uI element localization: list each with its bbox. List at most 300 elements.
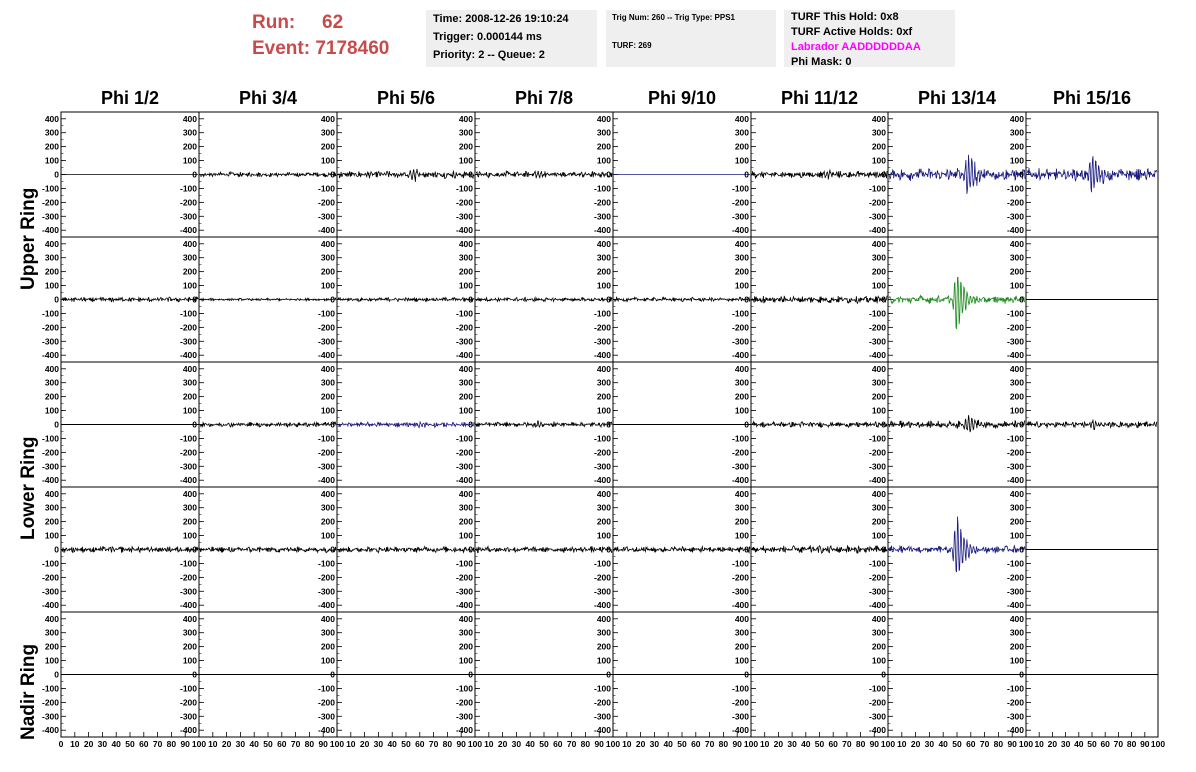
y-tick-label: -300 xyxy=(317,586,335,597)
x-tick-label: 100 xyxy=(1018,739,1034,749)
y-tick-label: 300 xyxy=(458,127,473,138)
y-tick-label: 200 xyxy=(871,516,886,527)
y-tick-label: -200 xyxy=(731,697,749,708)
upper-ring-label: Upper Ring xyxy=(18,187,39,290)
y-tick-label: 200 xyxy=(596,266,611,277)
y-tick-label: 300 xyxy=(1009,627,1024,638)
y-tick-label: 200 xyxy=(458,266,473,277)
y-tick-label: -100 xyxy=(593,183,611,194)
y-tick-label: -400 xyxy=(731,725,749,736)
x-tick-label: 100 xyxy=(743,739,759,749)
y-tick-label: -100 xyxy=(593,433,611,444)
y-tick-label: 200 xyxy=(596,516,611,527)
y-tick-label: -300 xyxy=(1006,211,1024,222)
y-tick-label: 400 xyxy=(734,363,749,374)
x-tick-label: 50 xyxy=(952,739,962,749)
y-tick-label: 400 xyxy=(44,613,59,624)
y-tick-label: 100 xyxy=(596,655,611,666)
x-tick-label: 100 xyxy=(191,739,207,749)
phi-header: Phi 13/14 xyxy=(917,88,997,108)
x-tick-label: 30 xyxy=(511,739,522,749)
y-tick-label: -200 xyxy=(455,697,473,708)
y-tick-label: -300 xyxy=(593,586,611,597)
y-tick-label: -300 xyxy=(1006,711,1024,722)
y-tick-label: -300 xyxy=(41,211,59,222)
y-tick-label: -200 xyxy=(317,447,335,458)
y-tick-label: -300 xyxy=(455,586,473,597)
x-tick-label: 70 xyxy=(1113,739,1124,749)
y-tick-label: -300 xyxy=(868,461,886,472)
y-tick-label: 300 xyxy=(871,502,886,513)
y-tick-label: 200 xyxy=(871,141,886,152)
y-tick-label: 100 xyxy=(596,405,611,416)
x-tick-label: 60 xyxy=(415,739,425,749)
y-tick-label: 100 xyxy=(182,655,197,666)
x-tick-label: 40 xyxy=(387,739,397,749)
y-tick-label: -300 xyxy=(1006,461,1024,472)
waveform-trace xyxy=(338,169,474,182)
y-tick-label: 200 xyxy=(734,391,749,402)
y-tick-label: -300 xyxy=(179,711,197,722)
x-tick-label: 60 xyxy=(828,739,838,749)
run-value: 62 xyxy=(322,12,344,33)
y-tick-label: 300 xyxy=(182,377,197,388)
y-tick-label: -300 xyxy=(455,211,473,222)
y-tick-label: 100 xyxy=(182,280,197,291)
y-tick-label: 300 xyxy=(871,252,886,263)
y-tick-label: -400 xyxy=(41,475,59,486)
y-tick-label: 0 xyxy=(881,294,886,305)
y-tick-label: 0 xyxy=(881,669,886,680)
x-tick-label: 10 xyxy=(484,739,494,749)
y-tick-label: 300 xyxy=(734,627,749,638)
y-tick-label: -400 xyxy=(1006,225,1024,236)
x-tick-label: 30 xyxy=(1060,739,1071,749)
waveform-trace xyxy=(889,517,1025,573)
y-tick-label: 400 xyxy=(44,113,59,124)
y-tick-label: -300 xyxy=(1006,336,1024,347)
y-tick-label: -400 xyxy=(179,725,197,736)
y-tick-label: 200 xyxy=(734,266,749,277)
y-tick-label: -100 xyxy=(731,558,749,569)
y-tick-label: 100 xyxy=(182,405,197,416)
y-tick-label: 200 xyxy=(320,266,335,277)
y-tick-label: 200 xyxy=(596,391,611,402)
y-tick-label: -300 xyxy=(731,211,749,222)
waveform-trace xyxy=(200,172,336,177)
y-tick-label: 300 xyxy=(182,502,197,513)
y-tick-label: -200 xyxy=(179,322,197,333)
x-tick-label: 10 xyxy=(897,739,907,749)
y-tick-label: 400 xyxy=(182,363,197,374)
y-tick-label: -100 xyxy=(179,683,197,694)
x-tick-label: 20 xyxy=(635,739,646,749)
y-tick-label: 400 xyxy=(182,488,197,499)
y-tick-label: 0 xyxy=(54,169,59,180)
x-tick-label: 40 xyxy=(1074,739,1084,749)
waveform-trace xyxy=(338,419,474,430)
y-tick-label: -100 xyxy=(455,308,473,319)
y-tick-label: -400 xyxy=(455,475,473,486)
y-tick-label: -400 xyxy=(593,725,611,736)
y-tick-label: 0 xyxy=(881,544,886,555)
waveform-trace xyxy=(889,415,1025,432)
y-tick-label: 300 xyxy=(734,252,749,263)
y-tick-label: 400 xyxy=(182,613,197,624)
y-tick-label: 0 xyxy=(330,294,335,305)
waveform-trace xyxy=(476,171,612,178)
y-tick-label: 300 xyxy=(182,627,197,638)
y-tick-label: -100 xyxy=(731,308,749,319)
nadir-ring-label: Nadir Ring xyxy=(18,643,39,740)
y-tick-label: -100 xyxy=(868,308,886,319)
y-tick-label: -300 xyxy=(868,711,886,722)
y-tick-label: -100 xyxy=(317,308,335,319)
y-tick-label: 100 xyxy=(44,530,59,541)
x-tick-label: 50 xyxy=(814,739,825,749)
y-tick-label: 100 xyxy=(458,655,473,666)
phi-header: Phi 7/8 xyxy=(514,88,574,108)
x-tick-label: 80 xyxy=(580,739,591,749)
y-tick-label: 100 xyxy=(1009,155,1024,166)
trig-num-text: Trig Num: 260 -- Trig Type: PPS1 xyxy=(612,13,735,22)
y-tick-label: 0 xyxy=(1019,294,1024,305)
y-tick-label: -200 xyxy=(731,572,749,583)
y-tick-label: 0 xyxy=(192,294,197,305)
y-tick-label: 100 xyxy=(1009,655,1024,666)
y-tick-label: -300 xyxy=(317,711,335,722)
y-tick-label: 0 xyxy=(468,669,473,680)
event-label: Event: xyxy=(252,38,311,59)
trigger-text: Trigger: 0.000144 ms xyxy=(433,31,542,43)
x-tick-label: 50 xyxy=(1087,739,1097,749)
phi-header: Phi 9/10 xyxy=(647,88,717,108)
y-tick-label: 400 xyxy=(458,238,473,249)
x-tick-label: 60 xyxy=(691,739,701,749)
x-tick-label: 20 xyxy=(1047,739,1058,749)
y-tick-label: 100 xyxy=(734,280,749,291)
y-tick-label: 300 xyxy=(871,627,886,638)
y-tick-label: -200 xyxy=(179,197,197,208)
y-tick-label: -200 xyxy=(317,322,335,333)
y-tick-label: 300 xyxy=(596,377,611,388)
waveform-trace xyxy=(752,545,887,553)
y-tick-label: -400 xyxy=(868,475,886,486)
y-tick-label: 300 xyxy=(44,252,59,263)
y-tick-label: 0 xyxy=(744,169,749,180)
y-tick-label: 300 xyxy=(44,127,59,138)
y-tick-label: -400 xyxy=(41,350,59,361)
y-tick-label: 200 xyxy=(44,516,59,527)
y-tick-label: 0 xyxy=(192,544,197,555)
waveform-trace xyxy=(752,296,887,304)
x-tick-label: 100 xyxy=(1150,739,1166,749)
y-tick-label: 300 xyxy=(320,127,335,138)
y-tick-label: -300 xyxy=(455,461,473,472)
x-tick-label: 90 xyxy=(732,739,742,749)
y-tick-label: 200 xyxy=(458,641,473,652)
y-tick-label: -200 xyxy=(179,697,197,708)
y-tick-label: -400 xyxy=(868,225,886,236)
y-tick-label: 400 xyxy=(44,363,59,374)
y-tick-label: -100 xyxy=(179,433,197,444)
y-tick-label: -400 xyxy=(868,350,886,361)
phi-header: Phi 15/16 xyxy=(1052,88,1132,108)
y-tick-label: 200 xyxy=(320,641,335,652)
y-tick-label: -100 xyxy=(317,683,335,694)
y-tick-label: -200 xyxy=(731,322,749,333)
x-tick-label: 30 xyxy=(924,739,935,749)
x-tick-label: 100 xyxy=(605,739,621,749)
y-tick-label: 100 xyxy=(44,280,59,291)
y-tick-label: 400 xyxy=(871,238,886,249)
turf-active-text: TURF Active Holds: 0xf xyxy=(791,26,913,38)
x-tick-label: 50 xyxy=(125,739,135,749)
y-tick-label: -300 xyxy=(731,711,749,722)
x-tick-label: 100 xyxy=(880,739,896,749)
y-tick-label: 100 xyxy=(182,155,197,166)
lower-ring-label: Lower Ring xyxy=(18,436,39,540)
y-tick-label: 0 xyxy=(1019,544,1024,555)
y-tick-label: -400 xyxy=(179,225,197,236)
x-tick-label: 10 xyxy=(346,739,356,749)
x-tick-label: 20 xyxy=(773,739,784,749)
y-tick-label: 100 xyxy=(596,155,611,166)
y-tick-label: -100 xyxy=(593,558,611,569)
y-tick-label: -100 xyxy=(593,683,611,694)
x-tick-label: 70 xyxy=(428,739,439,749)
y-tick-label: 0 xyxy=(1019,669,1024,680)
y-tick-label: -400 xyxy=(317,475,335,486)
y-tick-label: 400 xyxy=(596,363,611,374)
waveform-trace xyxy=(614,297,750,301)
y-tick-label: -100 xyxy=(868,683,886,694)
y-tick-label: -300 xyxy=(731,586,749,597)
y-tick-label: 100 xyxy=(734,530,749,541)
y-tick-label: -100 xyxy=(1006,558,1024,569)
y-tick-label: -300 xyxy=(179,461,197,472)
y-tick-label: 0 xyxy=(606,669,611,680)
y-tick-label: -400 xyxy=(179,350,197,361)
y-tick-label: 200 xyxy=(44,141,59,152)
y-tick-label: 400 xyxy=(871,363,886,374)
y-tick-label: 400 xyxy=(458,488,473,499)
x-tick-label: 80 xyxy=(442,739,453,749)
y-tick-label: -200 xyxy=(455,197,473,208)
x-tick-label: 70 xyxy=(704,739,715,749)
y-tick-label: -100 xyxy=(868,433,886,444)
x-tick-label: 60 xyxy=(966,739,976,749)
y-tick-label: 400 xyxy=(1009,488,1024,499)
y-tick-label: 0 xyxy=(192,169,197,180)
y-tick-label: 400 xyxy=(596,238,611,249)
y-tick-label: -400 xyxy=(455,725,473,736)
y-tick-label: -100 xyxy=(41,308,59,319)
y-tick-label: -100 xyxy=(179,308,197,319)
y-tick-label: 300 xyxy=(1009,377,1024,388)
y-tick-label: 100 xyxy=(44,155,59,166)
x-tick-label: 40 xyxy=(249,739,259,749)
turf-text: TURF: 269 xyxy=(612,41,652,50)
y-tick-label: -400 xyxy=(1006,600,1024,611)
waveform-trace xyxy=(476,421,612,427)
y-tick-label: -200 xyxy=(868,572,886,583)
waveform-trace xyxy=(752,419,887,430)
y-tick-label: -400 xyxy=(179,475,197,486)
waveform-trace xyxy=(338,298,474,302)
x-tick-label: 40 xyxy=(525,739,535,749)
y-tick-label: -300 xyxy=(317,461,335,472)
y-tick-label: 400 xyxy=(734,238,749,249)
x-tick-label: 10 xyxy=(759,739,770,749)
x-tick-label: 50 xyxy=(677,739,687,749)
y-tick-label: 0 xyxy=(881,419,886,430)
y-tick-label: 0 xyxy=(468,419,473,430)
y-tick-label: 0 xyxy=(468,169,473,180)
y-tick-label: -400 xyxy=(731,225,749,236)
y-tick-label: -100 xyxy=(455,433,473,444)
y-tick-label: -100 xyxy=(731,433,749,444)
x-tick-label: 80 xyxy=(993,739,1004,749)
x-tick-label: 50 xyxy=(401,739,411,749)
y-tick-label: 400 xyxy=(458,113,473,124)
y-tick-label: 0 xyxy=(192,669,197,680)
x-tick-label: 10 xyxy=(208,739,218,749)
y-tick-label: 0 xyxy=(606,169,611,180)
y-tick-label: 0 xyxy=(330,169,335,180)
y-tick-label: 400 xyxy=(320,113,335,124)
y-tick-label: 300 xyxy=(596,502,611,513)
y-tick-label: 0 xyxy=(1019,419,1024,430)
y-tick-label: -300 xyxy=(593,336,611,347)
y-tick-label: 0 xyxy=(54,669,59,680)
y-tick-label: 200 xyxy=(734,641,749,652)
y-tick-label: -100 xyxy=(1006,183,1024,194)
y-tick-label: 100 xyxy=(1009,405,1024,416)
x-tick-label: 30 xyxy=(235,739,246,749)
y-tick-label: 100 xyxy=(596,280,611,291)
x-tick-label: 30 xyxy=(649,739,660,749)
y-tick-label: -100 xyxy=(317,433,335,444)
y-tick-label: 400 xyxy=(871,488,886,499)
y-tick-label: 0 xyxy=(744,419,749,430)
y-tick-label: -400 xyxy=(1006,350,1024,361)
y-tick-label: 100 xyxy=(871,280,886,291)
y-tick-label: -200 xyxy=(593,572,611,583)
y-tick-label: 200 xyxy=(320,516,335,527)
y-tick-label: -300 xyxy=(731,461,749,472)
y-tick-label: -200 xyxy=(593,197,611,208)
y-tick-label: 300 xyxy=(458,252,473,263)
y-tick-label: 100 xyxy=(734,405,749,416)
y-tick-label: 0 xyxy=(330,544,335,555)
y-tick-label: -300 xyxy=(179,586,197,597)
y-tick-label: 400 xyxy=(458,613,473,624)
y-tick-label: -200 xyxy=(1006,697,1024,708)
waveform-trace xyxy=(889,277,1025,329)
y-tick-label: 200 xyxy=(458,141,473,152)
y-tick-label: -300 xyxy=(455,336,473,347)
y-tick-label: 400 xyxy=(1009,363,1024,374)
y-tick-label: -200 xyxy=(868,697,886,708)
y-tick-label: 100 xyxy=(458,280,473,291)
y-tick-label: -400 xyxy=(317,725,335,736)
y-tick-label: 0 xyxy=(54,294,59,305)
y-tick-label: 100 xyxy=(320,655,335,666)
y-tick-label: 0 xyxy=(330,669,335,680)
y-tick-label: 100 xyxy=(458,405,473,416)
x-tick-label: 90 xyxy=(1007,739,1017,749)
x-tick-label: 20 xyxy=(221,739,232,749)
y-tick-label: -100 xyxy=(317,558,335,569)
phi-header: Phi 3/4 xyxy=(238,88,298,108)
y-tick-label: 100 xyxy=(182,530,197,541)
y-tick-label: 300 xyxy=(320,627,335,638)
y-tick-label: 0 xyxy=(54,544,59,555)
y-tick-label: -100 xyxy=(179,183,197,194)
y-tick-label: 400 xyxy=(182,113,197,124)
y-tick-label: 400 xyxy=(1009,113,1024,124)
y-tick-label: 100 xyxy=(458,530,473,541)
y-tick-label: -400 xyxy=(593,475,611,486)
y-tick-label: 400 xyxy=(871,613,886,624)
y-tick-label: 400 xyxy=(596,488,611,499)
y-tick-label: -200 xyxy=(731,447,749,458)
y-tick-label: -300 xyxy=(41,336,59,347)
y-tick-label: -200 xyxy=(731,197,749,208)
y-tick-label: 100 xyxy=(871,155,886,166)
x-tick-label: 40 xyxy=(938,739,948,749)
y-tick-label: 200 xyxy=(1009,641,1024,652)
y-tick-label: -200 xyxy=(868,447,886,458)
y-tick-label: 200 xyxy=(734,516,749,527)
y-tick-label: -200 xyxy=(593,447,611,458)
y-tick-label: -200 xyxy=(179,447,197,458)
y-tick-label: -100 xyxy=(731,683,749,694)
y-tick-label: 100 xyxy=(596,530,611,541)
y-tick-label: -400 xyxy=(1006,725,1024,736)
waveform-trace xyxy=(200,298,336,301)
x-tick-label: 70 xyxy=(566,739,577,749)
y-tick-label: 200 xyxy=(1009,516,1024,527)
y-tick-label: 100 xyxy=(44,655,59,666)
y-tick-label: 100 xyxy=(320,155,335,166)
priority-text: Priority: 2 -- Queue: 2 xyxy=(433,49,545,61)
x-tick-label: 70 xyxy=(290,739,301,749)
y-tick-label: -200 xyxy=(41,197,59,208)
y-tick-label: 300 xyxy=(734,127,749,138)
y-tick-label: -100 xyxy=(593,308,611,319)
y-tick-label: 100 xyxy=(734,655,749,666)
y-tick-label: 400 xyxy=(734,613,749,624)
y-tick-label: -400 xyxy=(41,725,59,736)
y-tick-label: -400 xyxy=(593,350,611,361)
y-tick-label: -300 xyxy=(179,211,197,222)
turf-hold-text: TURF This Hold: 0x8 xyxy=(791,11,899,23)
y-tick-label: 200 xyxy=(320,141,335,152)
y-tick-label: -100 xyxy=(41,558,59,569)
y-tick-label: 200 xyxy=(1009,266,1024,277)
y-tick-label: 300 xyxy=(320,502,335,513)
y-tick-label: 300 xyxy=(458,627,473,638)
y-tick-label: -400 xyxy=(868,600,886,611)
y-tick-label: -200 xyxy=(1006,322,1024,333)
y-tick-label: 300 xyxy=(320,377,335,388)
y-tick-label: -100 xyxy=(455,558,473,569)
x-tick-label: 30 xyxy=(373,739,384,749)
x-tick-label: 10 xyxy=(1034,739,1044,749)
phi-header: Phi 1/2 xyxy=(100,88,160,108)
